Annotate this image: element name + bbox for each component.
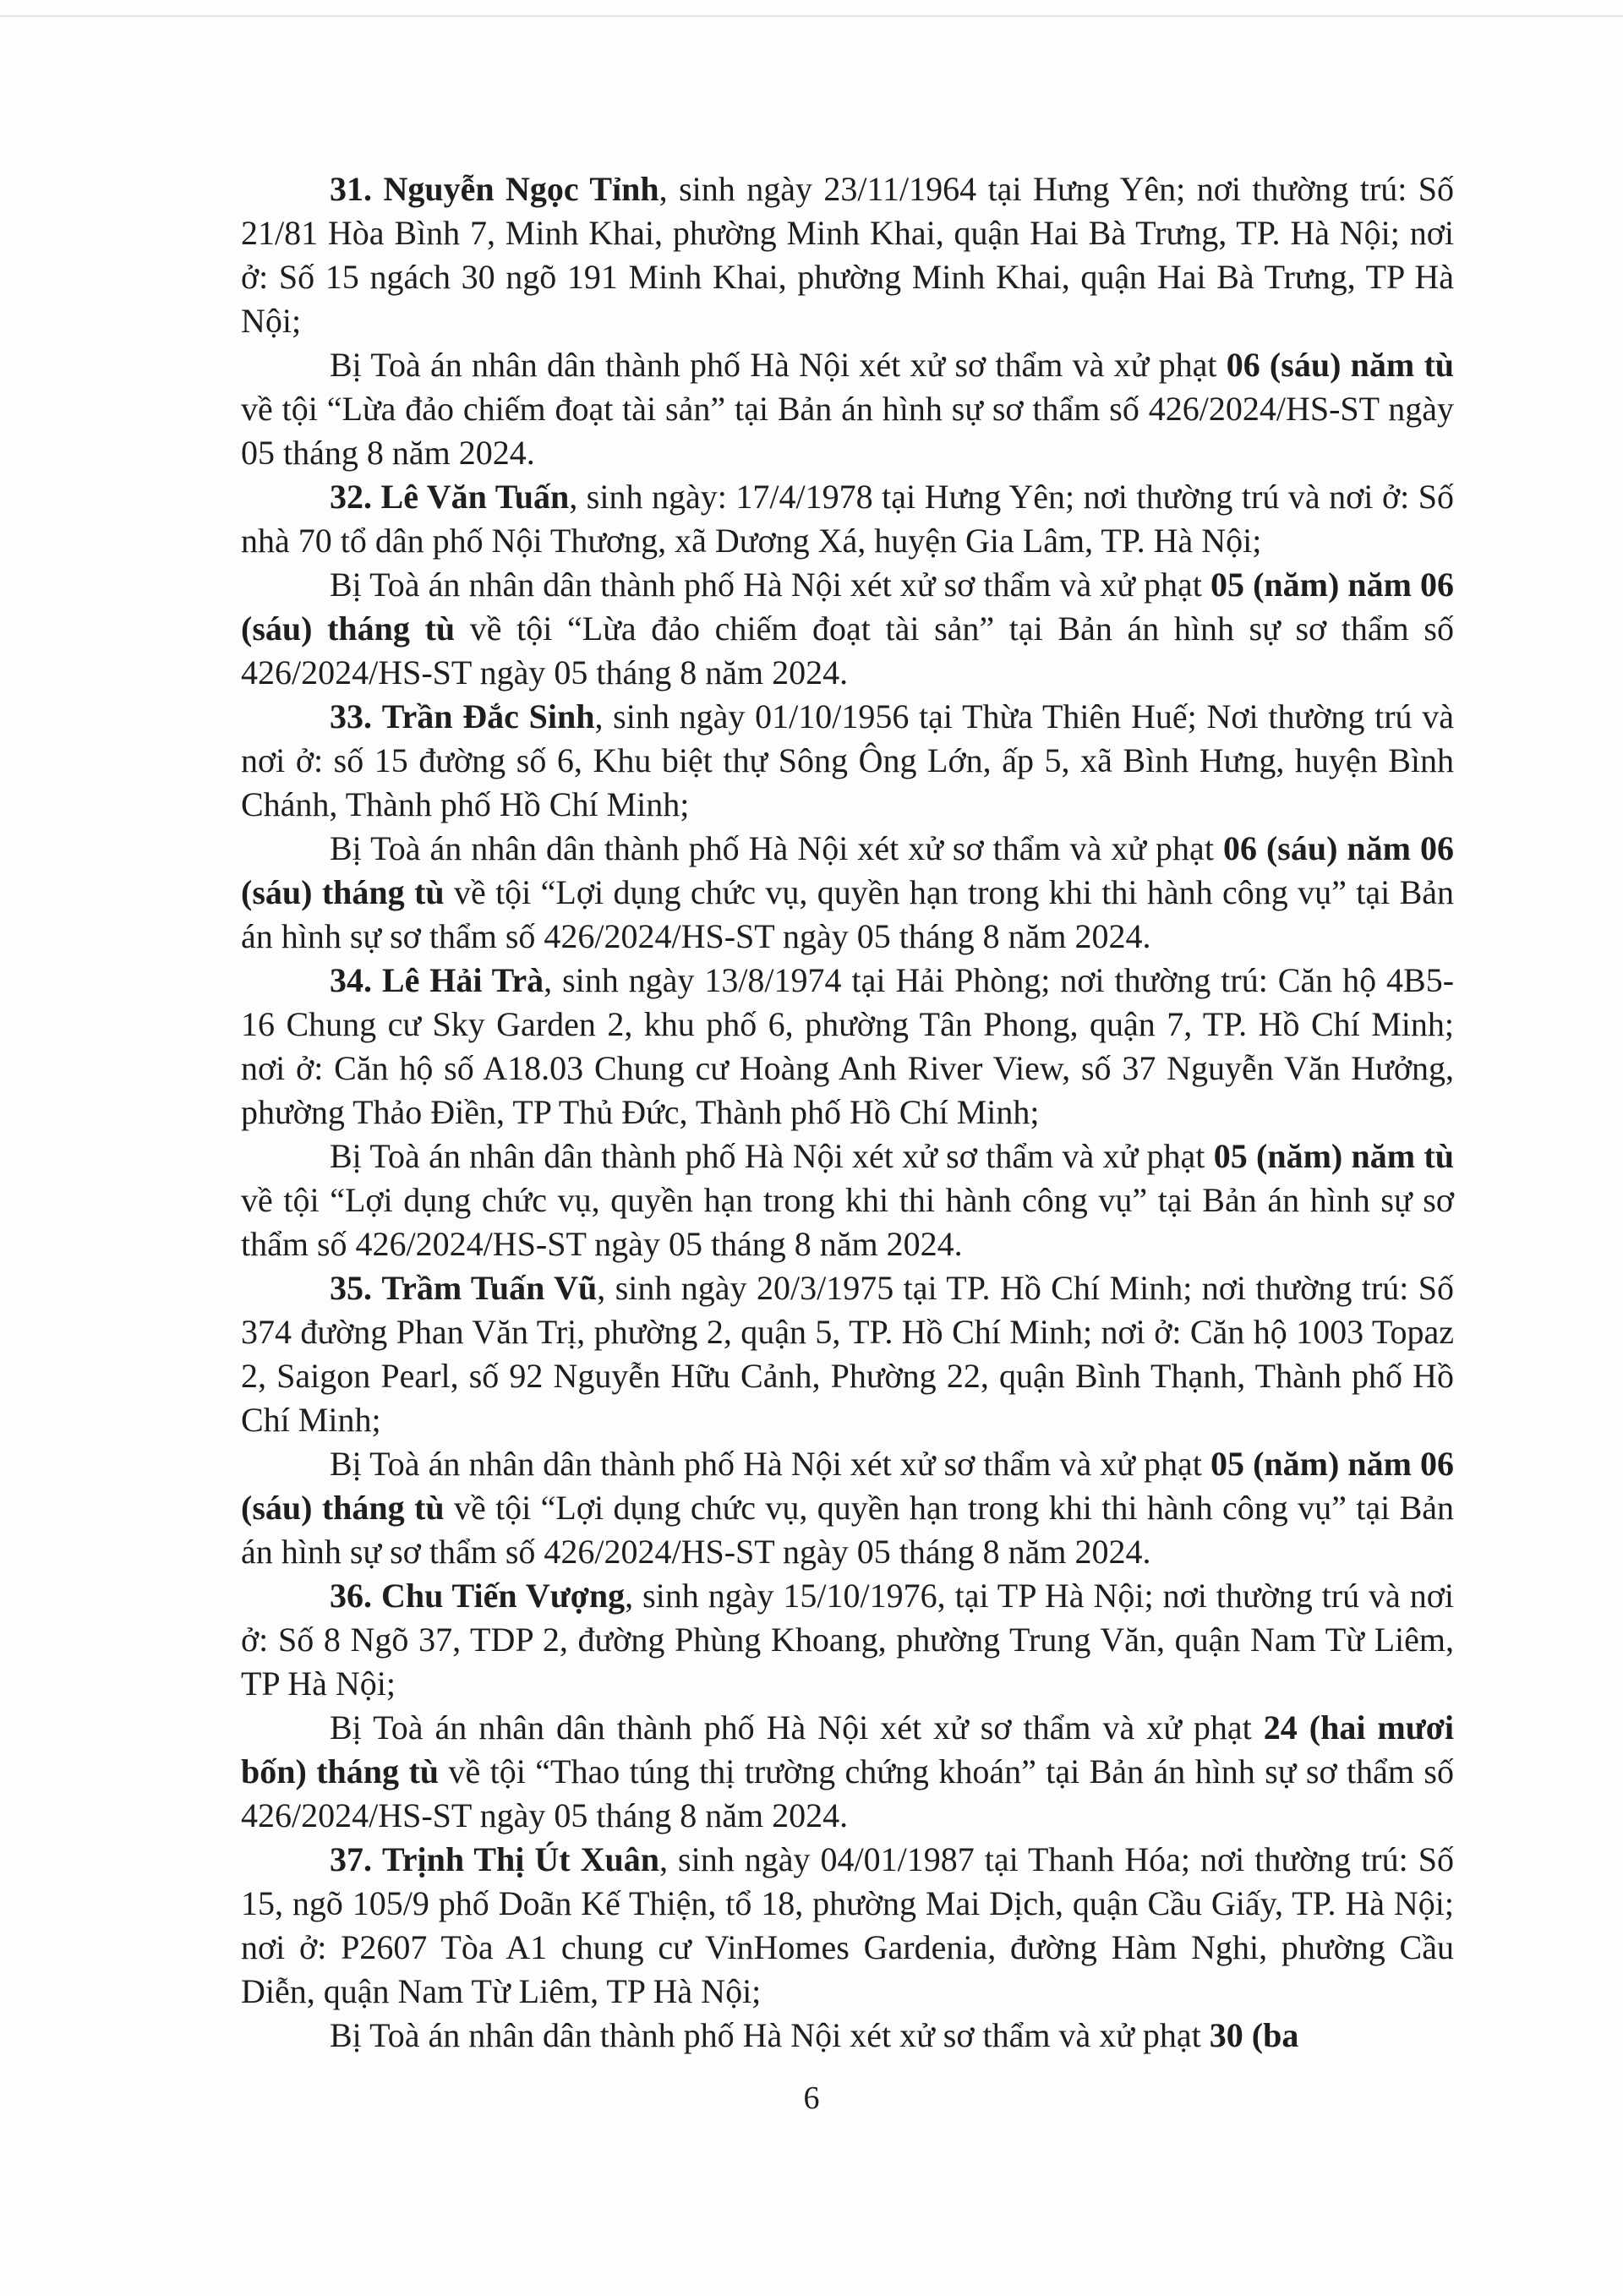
page-number: 6 — [803, 2080, 820, 2116]
sentence: 30 (ba — [1209, 2016, 1299, 2054]
verdict-33: Bị Toà án nhân dân thành phố Hà Nội xét xử sơ thẩm và xử phạt 06 (sáu) năm 06 (sáu) tháng tù về tội “Lợi dụng chức vụ, quyền hạn trong khi thi hành công vụ” tại Bản án hình sự sơ thẩm số 426/2024/HS-ST ngày 05 tháng 8 năm 2024. — [241, 829, 1455, 955]
defendant-name: Trịnh Thị Út Xuân — [382, 1840, 660, 1878]
sentence: 05 (năm) năm 06 (sáu) tháng tù — [241, 566, 1455, 648]
sentence: 05 (năm) năm 06 (sáu) tháng tù — [241, 1445, 1455, 1527]
defendant-info-35: 35. Trầm Tuấn Vũ, sinh ngày 20/3/1975 tại TP. Hồ Chí Minh; nơi thường trú: Số 374 đường Phan Văn Trị, phường 2, quận 5, TP. Hồ Chí Minh; nơi ở: Căn hộ 1003 Topaz 2, Saigon Pearl, số 92 Nguyễn Hữu Cảnh, Phường 22, quận Bình Thạnh, Thành phố Hồ Chí Minh; — [241, 1269, 1455, 1439]
sentence: 06 (sáu) năm 06 (sáu) tháng tù — [241, 829, 1455, 911]
sentence: 06 (sáu) năm tù — [1226, 346, 1455, 384]
defendant-info-33: 33. Trần Đắc Sinh, sinh ngày 01/10/1956 tại Thừa Thiên Huế; Nơi thường trú và nơi ở: số 15 đường số 6, Khu biệt thự Sông Ông Lớn, ấp 5, xã Bình Hưng, huyện Bình Chánh, Thành phố Hồ Chí Minh; — [241, 697, 1455, 823]
defendant-info-34: 34. Lê Hải Trà, sinh ngày 13/8/1974 tại Hải Phòng; nơi thường trú: Căn hộ 4B5-16 Chung cư Sky Garden 2, khu phố 6, phường Tân Phong, quận 7, TP. Hồ Chí Minh; nơi ở: Căn hộ số A18.03 Chung cư Hoàng Anh River View, số 37 Nguyễn Văn Hưởng, phường Thảo Điền, TP Thủ Đức, Thành phố Hồ Chí Minh; — [241, 961, 1455, 1131]
scan-edge-line — [0, 15, 1623, 17]
defendant-name: Lê Hải Trà — [381, 961, 544, 999]
defendant-name: Trần Đắc Sinh — [381, 697, 595, 735]
document-body — [241, 167, 1454, 2058]
defendant-name: Chu Tiến Vượng — [380, 1577, 626, 1615]
defendant-name: Trầm Tuấn Vũ — [381, 1269, 598, 1307]
defendant-name: Lê Văn Tuấn — [380, 478, 570, 516]
defendant-info-31: 31. Nguyễn Ngọc Tỉnh, sinh ngày 23/11/1964 tại Hưng Yên; nơi thường trú: Số 21/81 Hòa Bình 7, Minh Khai, phường Minh Khai, quận Hai Bà Trưng, TP. Hà Nội; nơi ở: Số 15 ngách 30 ngõ 191 Minh Khai, phường Minh Khai, quận Hai Bà Trưng, TP Hà Nội; — [241, 170, 1455, 340]
defendant-info-36: 36. Chu Tiến Vượng, sinh ngày 15/10/1976, tại TP Hà Nội; nơi thường trú và nơi ở: Số 8 Ngõ 37, TDP 2, đường Phùng Khoang, phường Trung Văn, quận Nam Từ Liêm, TP Hà Nội; — [241, 1577, 1455, 1703]
verdict-32: Bị Toà án nhân dân thành phố Hà Nội xét xử sơ thẩm và xử phạt 05 (năm) năm 06 (sáu) tháng tù về tội “Lừa đảo chiếm đoạt tài sản” tại Bản án hình sự sơ thẩm số 426/2024/HS-ST ngày 05 tháng 8 năm 2024. — [241, 566, 1455, 692]
verdict-37: Bị Toà án nhân dân thành phố Hà Nội xét xử sơ thẩm và xử phạt 30 (ba — [330, 2016, 1299, 2054]
sentence: 24 (hai mươi bốn) tháng tù — [241, 1708, 1455, 1790]
defendant-name: Nguyễn Ngọc Tỉnh — [383, 170, 659, 208]
verdict-36: Bị Toà án nhân dân thành phố Hà Nội xét xử sơ thẩm và xử phạt 24 (hai mươi bốn) tháng tù về tội “Thao túng thị trường chứng khoán” tại Bản án hình sự sơ thẩm số 426/2024/HS-ST ngày 05 tháng 8 năm 2024. — [241, 1708, 1455, 1834]
defendant-info-32: 32. Lê Văn Tuấn, sinh ngày: 17/4/1978 tại Hưng Yên; nơi thường trú và nơi ở: Số nhà 70 tổ dân phố Nội Thương, xã Dương Xá, huyện Gia Lâm, TP. Hà Nội; — [241, 478, 1455, 560]
sentence: 05 (năm) năm tù — [1213, 1137, 1455, 1175]
verdict-35: Bị Toà án nhân dân thành phố Hà Nội xét xử sơ thẩm và xử phạt 05 (năm) năm 06 (sáu) tháng tù về tội “Lợi dụng chức vụ, quyền hạn trong khi thi hành công vụ” tại Bản án hình sự sơ thẩm số 426/2024/HS-ST ngày 05 tháng 8 năm 2024. — [241, 1445, 1455, 1571]
verdict-31: Bị Toà án nhân dân thành phố Hà Nội xét xử sơ thẩm và xử phạt 06 (sáu) năm tù về tội “Lừa đảo chiếm đoạt tài sản” tại Bản án hình sự sơ thẩm số 426/2024/HS-ST ngày 05 tháng 8 năm 2024. — [241, 346, 1455, 472]
verdict-34: Bị Toà án nhân dân thành phố Hà Nội xét xử sơ thẩm và xử phạt 05 (năm) năm tù về tội “Lợi dụng chức vụ, quyền hạn trong khi thi hành công vụ” tại Bản án hình sự sơ thẩm số 426/2024/HS-ST ngày 05 tháng 8 năm 2024. — [241, 1137, 1455, 1263]
defendant-info-37: 37. Trịnh Thị Út Xuân, sinh ngày 04/01/1987 tại Thanh Hóa; nơi thường trú: Số 15, ngõ 105/9 phố Doãn Kế Thiện, tổ 18, phường Mai Dịch, quận Cầu Giấy, TP. Hà Nội; nơi ở: P2607 Tòa A1 chung cư VinHomes Gardenia, đường Hàm Nghi, phường Cầu Diễn, quận Nam Từ Liêm, TP Hà Nội; — [241, 1840, 1454, 2010]
